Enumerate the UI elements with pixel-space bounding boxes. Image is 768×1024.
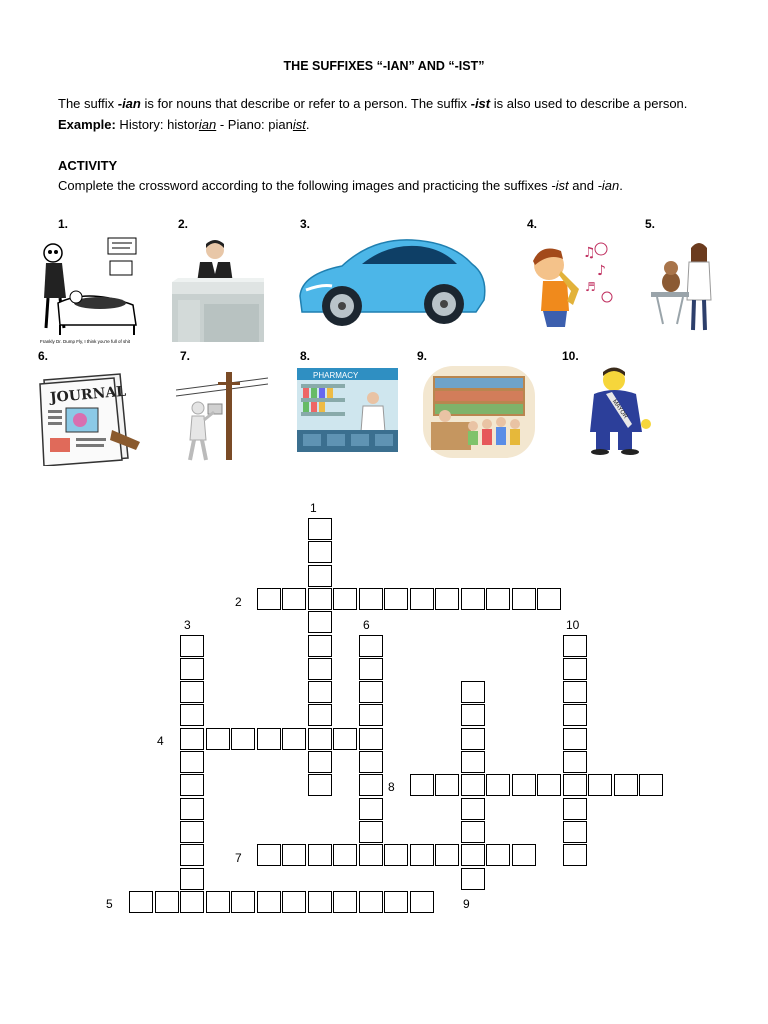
crossword-cell[interactable] — [512, 774, 536, 796]
crossword-cell[interactable] — [461, 588, 485, 610]
crossword-cell[interactable] — [410, 588, 434, 610]
crossword-cell[interactable] — [308, 844, 332, 866]
crossword-cell[interactable] — [384, 891, 408, 913]
crossword-cell[interactable] — [180, 798, 204, 820]
clue-number-7: 7 — [235, 851, 242, 865]
car-image — [292, 234, 488, 334]
crossword-cell[interactable] — [435, 844, 459, 866]
image-number-1: 1. — [58, 217, 69, 231]
crossword-cell[interactable] — [308, 565, 332, 587]
crossword-cell[interactable] — [257, 728, 281, 750]
crossword-cell[interactable] — [563, 681, 587, 703]
crossword-cell[interactable] — [308, 611, 332, 633]
image-number-7: 7. — [180, 349, 191, 363]
crossword-cell[interactable] — [333, 728, 357, 750]
crossword-cell[interactable] — [180, 891, 204, 913]
crossword-cell[interactable] — [333, 844, 357, 866]
crossword-cell[interactable] — [563, 728, 587, 750]
image-number-9: 9. — [417, 349, 428, 363]
crossword-cell[interactable] — [180, 821, 204, 843]
crossword-cell[interactable] — [359, 798, 383, 820]
crossword-cell[interactable] — [206, 891, 230, 913]
cartoon-caption: Frankly Dr. Dump Fly, I think you're full of shit — [40, 339, 131, 344]
example-line: Example: History: historian - Piano: pianist. — [58, 117, 310, 132]
clue-number-10: 10 — [566, 618, 580, 632]
image-number-8: 8. — [300, 349, 311, 363]
image-number-10: 10. — [562, 349, 579, 363]
crossword-cell[interactable] — [461, 774, 485, 796]
image-number-6: 6. — [38, 349, 49, 363]
crossword-cell[interactable] — [308, 728, 332, 750]
crossword-cell[interactable] — [435, 588, 459, 610]
crossword-cell[interactable] — [359, 635, 383, 657]
crossword-cell[interactable] — [282, 891, 306, 913]
crossword-cell[interactable] — [308, 891, 332, 913]
crossword-cell[interactable] — [308, 658, 332, 680]
crossword-cell[interactable] — [486, 588, 510, 610]
crossword-cell[interactable] — [180, 658, 204, 680]
crossword-cell[interactable] — [231, 728, 255, 750]
crossword-cell[interactable] — [282, 588, 306, 610]
crossword-cell[interactable] — [563, 844, 587, 866]
crossword-cell[interactable] — [155, 891, 179, 913]
svg-text:♬: ♬ — [585, 280, 596, 294]
crossword-cell[interactable] — [129, 891, 153, 913]
crossword-cell[interactable] — [180, 868, 204, 890]
crossword-cell[interactable] — [461, 821, 485, 843]
saxophone-player-image — [521, 235, 617, 333]
crossword-cell[interactable] — [359, 704, 383, 726]
crossword-cell[interactable] — [359, 844, 383, 866]
intro-paragraph: The suffix -ian is for nouns that describe or refer to a person. The suffix -ist is also used to describe a person. — [58, 96, 688, 111]
crossword-cell[interactable] — [563, 774, 587, 796]
crossword-cell[interactable] — [359, 658, 383, 680]
clue-number-4: 4 — [157, 734, 164, 748]
receptionist-image — [172, 238, 264, 342]
crossword-cell[interactable] — [231, 891, 255, 913]
crossword-cell[interactable] — [180, 844, 204, 866]
crossword-cell[interactable] — [359, 728, 383, 750]
crossword-cell[interactable] — [435, 774, 459, 796]
clue-number-3: 3 — [184, 618, 191, 632]
crossword-cell[interactable] — [359, 588, 383, 610]
crossword-cell[interactable] — [563, 635, 587, 657]
page-title: THE SUFFIXES “-IAN” AND “-IST” — [283, 59, 485, 73]
crossword-cell[interactable] — [359, 681, 383, 703]
mayor-sash-text: MAYOR — [610, 398, 629, 420]
psychiatrist-image — [38, 233, 143, 345]
crossword-cell[interactable] — [180, 681, 204, 703]
crossword-cell[interactable] — [486, 844, 510, 866]
clue-number-9: 9 — [463, 897, 470, 911]
clue-number-5: 5 — [106, 897, 113, 911]
crossword-cell[interactable] — [563, 798, 587, 820]
crossword-cell[interactable] — [257, 891, 281, 913]
crossword-cell[interactable] — [461, 798, 485, 820]
crossword-cell[interactable] — [461, 704, 485, 726]
crossword-cell[interactable] — [282, 728, 306, 750]
veterinarian-image — [637, 236, 731, 334]
crossword-cell[interactable] — [308, 635, 332, 657]
crossword-cell[interactable] — [614, 774, 638, 796]
crossword-cell[interactable] — [359, 891, 383, 913]
crossword-cell[interactable] — [359, 751, 383, 773]
image-number-4: 4. — [527, 217, 538, 231]
crossword-cell[interactable] — [180, 774, 204, 796]
crossword-cell[interactable] — [410, 844, 434, 866]
crossword-cell[interactable] — [410, 891, 434, 913]
crossword-cell[interactable] — [180, 635, 204, 657]
crossword-cell[interactable] — [308, 704, 332, 726]
image-number-2: 2. — [178, 217, 189, 231]
crossword-cell[interactable] — [333, 891, 357, 913]
crossword-cell[interactable] — [180, 704, 204, 726]
crossword-cell[interactable] — [512, 588, 536, 610]
crossword-cell[interactable] — [537, 774, 561, 796]
crossword-cell[interactable] — [410, 774, 434, 796]
activity-instructions: Complete the crossword according to the following images and practicing the suffixes -ist and -ian. — [58, 178, 623, 193]
crossword-cell[interactable] — [359, 774, 383, 796]
crossword-cell[interactable] — [461, 868, 485, 890]
crossword-cell[interactable] — [206, 728, 230, 750]
crossword-cell[interactable] — [308, 588, 332, 610]
crossword-cell[interactable] — [537, 588, 561, 610]
crossword-cell[interactable] — [308, 681, 332, 703]
crossword-cell[interactable] — [308, 541, 332, 563]
journal-image — [36, 370, 142, 466]
electrician-image — [176, 370, 268, 462]
clue-number-8: 8 — [388, 780, 395, 794]
crossword-cell[interactable] — [180, 728, 204, 750]
crossword-cell[interactable] — [588, 774, 612, 796]
crossword-cell[interactable] — [639, 774, 663, 796]
crossword-cell[interactable] — [461, 681, 485, 703]
librarian-image — [423, 366, 535, 458]
crossword-cell[interactable] — [563, 821, 587, 843]
crossword-cell[interactable] — [359, 821, 383, 843]
crossword-cell[interactable] — [384, 844, 408, 866]
crossword-cell[interactable] — [308, 518, 332, 540]
crossword-cell[interactable] — [563, 658, 587, 680]
pharmacy-image — [297, 368, 398, 452]
mayor-image — [584, 366, 662, 456]
crossword-cell[interactable] — [333, 588, 357, 610]
crossword-cell[interactable] — [282, 844, 306, 866]
crossword-cell[interactable] — [257, 844, 281, 866]
journal-title: JOURNAL — [49, 383, 127, 407]
crossword-cell[interactable] — [461, 751, 485, 773]
clue-number-2: 2 — [235, 595, 242, 609]
image-number-5: 5. — [645, 217, 656, 231]
activity-heading: ACTIVITY — [58, 158, 118, 173]
crossword-cell[interactable] — [180, 751, 204, 773]
crossword-cell[interactable] — [308, 774, 332, 796]
crossword-cell[interactable] — [308, 751, 332, 773]
svg-text:♪: ♪ — [597, 263, 606, 279]
crossword-cell[interactable] — [512, 844, 536, 866]
crossword-cell[interactable] — [461, 728, 485, 750]
clue-number-6: 6 — [363, 618, 370, 632]
crossword-cell[interactable] — [563, 704, 587, 726]
svg-text:♫: ♫ — [583, 245, 596, 261]
image-number-3: 3. — [300, 217, 311, 231]
pharmacy-sign: PHARMACY — [313, 371, 359, 380]
crossword-cell[interactable] — [257, 588, 281, 610]
crossword-cell[interactable] — [384, 588, 408, 610]
crossword-cell[interactable] — [486, 774, 510, 796]
clue-number-1: 1 — [310, 501, 317, 515]
crossword-cell[interactable] — [461, 844, 485, 866]
crossword-cell[interactable] — [563, 751, 587, 773]
